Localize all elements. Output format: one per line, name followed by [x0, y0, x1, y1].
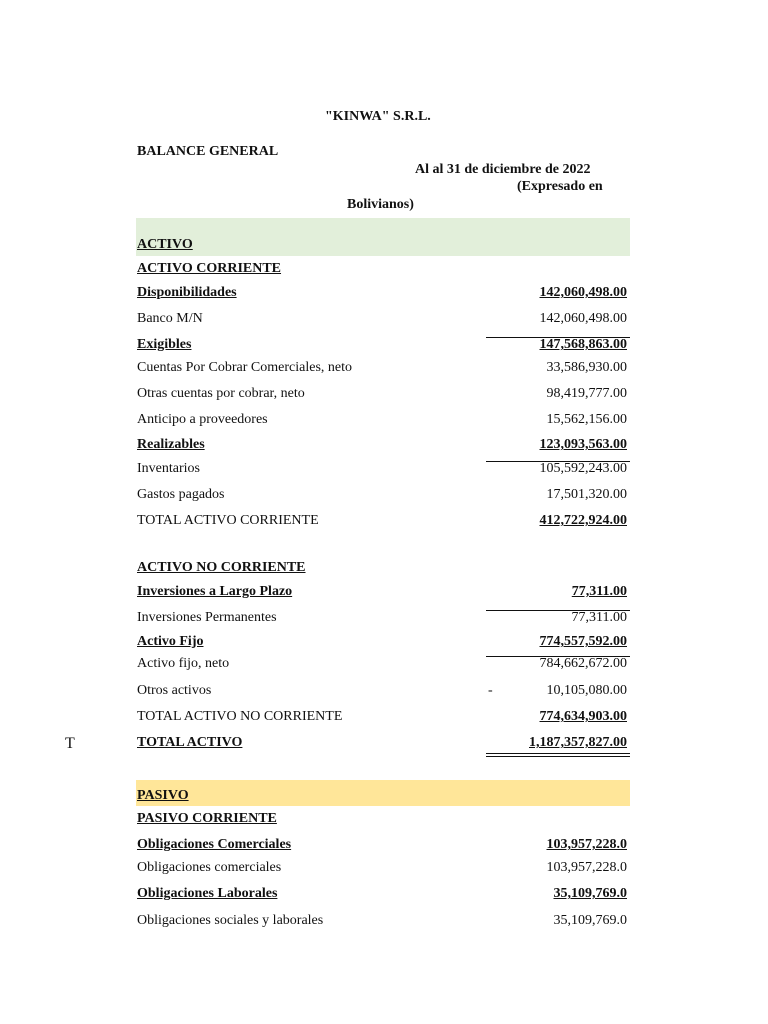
table-row	[136, 386, 630, 406]
grand-total-label: TOTAL ACTIVO	[137, 735, 243, 750]
total-label: TOTAL ACTIVO NO CORRIENTE	[137, 709, 343, 724]
row-value: 103,957,228.0	[546, 860, 627, 875]
table-row	[136, 709, 630, 729]
row-label: Inversiones Permanentes	[137, 610, 277, 625]
table-row	[136, 513, 630, 533]
row-value: 105,592,243.00	[539, 461, 627, 476]
table-row	[136, 285, 630, 305]
subtotal-label: Obligaciones Comerciales	[137, 837, 292, 852]
table-row	[136, 584, 630, 604]
row-label: Otras cuentas por cobrar, neto	[137, 386, 305, 401]
row-label: Gastos pagados	[137, 487, 225, 502]
subtotal-label: Disponibilidades	[137, 285, 237, 300]
pasivo-band	[136, 780, 630, 806]
table-row	[136, 437, 630, 457]
table-row	[136, 913, 630, 933]
row-value: 142,060,498.00	[539, 311, 627, 326]
total-label: TOTAL ACTIVO CORRIENTE	[137, 513, 319, 528]
subtotal-value: 35,109,769.0	[553, 886, 627, 901]
grand-total-row	[136, 735, 630, 757]
table-row	[136, 461, 630, 481]
minus-sign: -	[488, 683, 493, 698]
table-row	[136, 610, 630, 630]
total-value: 774,634,903.00	[539, 709, 627, 724]
row-label: Cuentas Por Cobrar Comerciales, neto	[137, 360, 353, 375]
table-row	[136, 412, 630, 432]
row-value: 77,311.00	[571, 610, 627, 625]
subtotal-value: 147,568,863.00	[539, 337, 627, 352]
row-value: 35,109,769.0	[553, 913, 627, 928]
subtotal-label: Inversiones a Largo Plazo	[137, 584, 293, 599]
row-value: 33,586,930.00	[546, 360, 627, 375]
subtotal-label: Obligaciones Laborales	[137, 886, 278, 901]
table-row	[136, 634, 630, 654]
table-row	[136, 886, 630, 906]
row-value: 17,501,320.00	[546, 487, 627, 502]
table-row	[136, 860, 630, 880]
row-value: 15,562,156.00	[546, 412, 627, 427]
subtotal-value: 142,060,498.00	[539, 285, 627, 300]
subtotal-label: Activo Fijo	[137, 634, 204, 649]
activo-band	[136, 218, 630, 256]
subtotal-value: 774,557,592.00	[539, 634, 627, 649]
row-label: Inventarios	[137, 461, 200, 476]
subtotal-value: 123,093,563.00	[539, 437, 627, 452]
row-label: Activo fijo, neto	[137, 656, 230, 671]
table-row	[136, 656, 630, 676]
subtotal-value: 103,957,228.0	[546, 837, 627, 852]
subtotal-label: Realizables	[137, 437, 205, 452]
company-name: "KINWA" S.R.L.	[325, 109, 431, 124]
row-label: Otros activos	[137, 683, 212, 698]
pasivo-title: PASIVO	[137, 788, 189, 803]
activo-title: ACTIVO	[137, 237, 193, 252]
report-title: BALANCE GENERAL	[137, 144, 279, 159]
row-value: 784,662,672.00	[539, 656, 627, 671]
table-row	[136, 360, 630, 380]
table-row	[136, 683, 630, 703]
grand-total-value: 1,187,357,827.00	[529, 735, 627, 750]
activo-corriente-title: ACTIVO CORRIENTE	[137, 261, 282, 276]
row-label: Obligaciones sociales y laborales	[137, 913, 324, 928]
table-row	[136, 311, 630, 331]
row-label: Anticipo a proveedores	[137, 412, 268, 427]
row-value: 98,419,777.00	[546, 386, 627, 401]
margin-letter: T	[65, 735, 75, 752]
pasivo-corriente-title: PASIVO CORRIENTE	[137, 811, 277, 826]
table-row	[136, 337, 630, 357]
double-underline	[486, 753, 630, 757]
row-value: 10,105,080.00	[546, 683, 627, 698]
table-row	[136, 487, 630, 507]
row-label: Obligaciones comerciales	[137, 860, 282, 875]
total-value: 412,722,924.00	[539, 513, 627, 528]
table-row	[136, 837, 630, 857]
subtotal-label: Exigibles	[137, 337, 192, 352]
subtotal-value: 77,311.00	[571, 584, 627, 599]
report-date: Al al 31 de diciembre de 2022	[415, 162, 591, 177]
currency-note-line2: Bolivianos)	[347, 197, 414, 212]
row-label: Banco M/N	[137, 311, 203, 326]
activo-no-corriente-title: ACTIVO NO CORRIENTE	[137, 560, 306, 575]
currency-note-line1: (Expresado en	[517, 179, 603, 194]
